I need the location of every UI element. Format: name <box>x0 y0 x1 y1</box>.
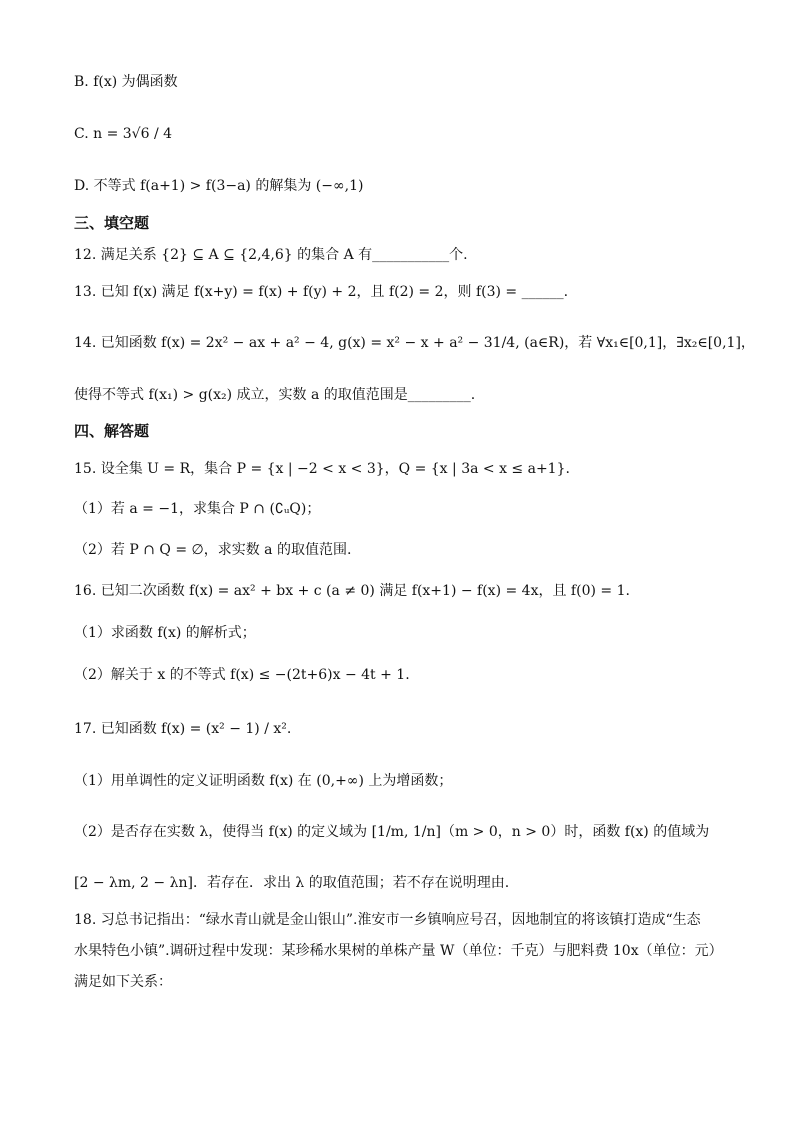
question-18: 18. 习总书记指出：“绿水青山就是金山银山”.淮安市一乡镇响应号召，因地制宜的将该镇打造成“生态 <box>74 912 701 928</box>
question-17: 17. 已知函数 f(x) = (x² − 1) / x². <box>74 721 292 737</box>
option-c: C. n = 3√6 / 4 <box>74 126 173 142</box>
option-b: B. f(x) 为偶函数 <box>74 74 178 90</box>
question-15-part-1: （1）若 a = −1，求集合 P ∩ (∁ᵤQ)； <box>74 501 321 517</box>
question-15-part-2: （2）若 P ∩ Q = ∅，求实数 a 的取值范围. <box>74 542 352 558</box>
question-18-cont-2: 满足如下关系： <box>74 974 172 990</box>
section-heading-fill-in: 三、填空题 <box>74 214 150 232</box>
question-17-part-1: （1）用单调性的定义证明函数 f(x) 在 (0,+∞) 上为增函数； <box>74 773 453 789</box>
question-13: 13. 已知 f(x) 满足 f(x+y) = f(x) + f(y) + 2，且 f(2) = 2，则 f(3) = ______. <box>74 284 569 300</box>
question-14: 14. 已知函数 f(x) = 2x² − ax + a² − 4, g(x) = x² − x + a² − 31/4, (a∈R)，若 ∀x₁∈[0,1]，∃x₂∈[0,1]， <box>74 335 755 351</box>
question-12: 12. 满足关系 {2} ⊆ A ⊆ {2,4,6} 的集合 A 有___________个. <box>74 247 468 263</box>
question-15: 15. 设全集 U = R，集合 P = {x | −2 < x < 3}，Q = {x | 3a < x ≤ a+1}. <box>74 461 570 477</box>
question-14-cont: 使得不等式 f(x₁) > g(x₂) 成立，实数 a 的取值范围是_________. <box>74 387 476 403</box>
question-17-part-2-cont: [2 − λm, 2 − λn]．若存在．求出 λ 的取值范围；若不存在说明理由. <box>74 875 510 891</box>
question-18-cont: 水果特色小镇”.调研过程中发现：某珍稀水果树的单株产量 W（单位：千克）与肥料费 10x（单位：元） <box>74 943 723 959</box>
option-d: D. 不等式 f(a+1) > f(3−a) 的解集为 (−∞,1) <box>74 178 364 194</box>
section-heading-answer: 四、解答题 <box>74 422 150 440</box>
question-16-part-1: （1）求函数 f(x) 的解析式； <box>74 625 256 641</box>
question-16: 16. 已知二次函数 f(x) = ax² + bx + c (a ≠ 0) 满足 f(x+1) − f(x) = 4x，且 f(0) = 1. <box>74 583 630 599</box>
question-16-part-2: （2）解关于 x 的不等式 f(x) ≤ −(2t+6)x − 4t + 1. <box>74 667 410 683</box>
question-17-part-2: （2）是否存在实数 λ，使得当 f(x) 的定义域为 [1/m, 1/n]（m > 0，n > 0）时，函数 f(x) 的值域为 <box>74 824 710 840</box>
